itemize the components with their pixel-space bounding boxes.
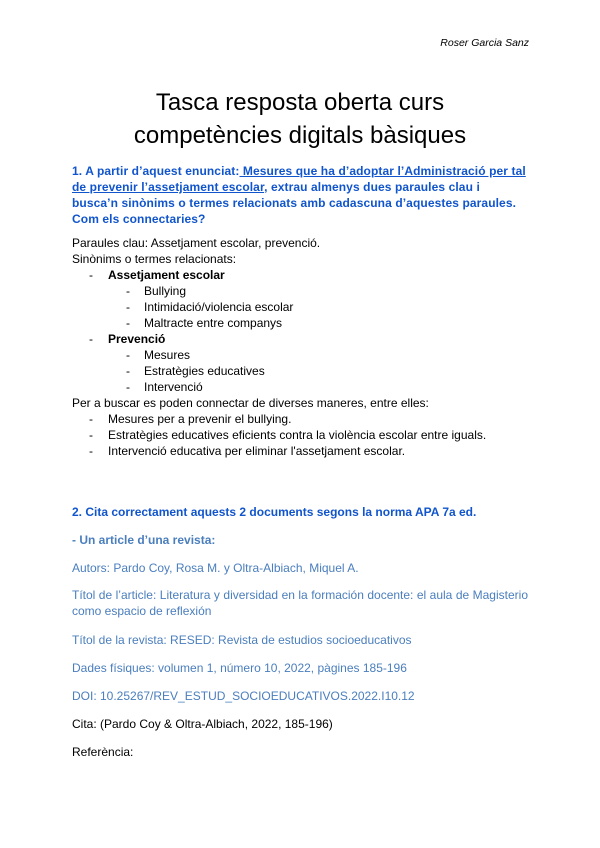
connect-intro: Per a buscar es poden connectar de diverses maneres, entre elles: xyxy=(72,396,429,410)
synonym-list xyxy=(108,347,528,395)
page-title xyxy=(0,86,600,152)
synonym-item: - Mesures xyxy=(108,347,528,363)
article-authors: Autors: Pardo Coy, Rosa M. y Oltra-Albiach, Miquel A. xyxy=(72,561,359,575)
keyword-group xyxy=(72,331,528,395)
title-line-2: competències digitals bàsiques xyxy=(133,122,467,149)
keyword-groups xyxy=(72,267,528,395)
keywords-line: Paraules clau: Assetjament escolar, prevenció. xyxy=(72,236,321,250)
keyword-label: Prevenció xyxy=(108,332,166,346)
journal-title: Títol de la revista: RESED: Revista de estudios socioeducativos xyxy=(72,633,412,647)
connection-item: - Mesures per a prevenir el bullying. xyxy=(72,411,528,427)
connection-item: - Intervenció educativa per eliminar l'assetjament escolar. xyxy=(72,443,528,459)
answer-1 xyxy=(72,235,528,459)
question-1-link[interactable]: Mesures que ha d’adoptar l’Administració per tal de prevenir l’assetjament escolar xyxy=(72,164,526,194)
synonym-item: - Intervenció xyxy=(108,379,528,395)
title-line-1: Tasca resposta oberta curs xyxy=(155,89,445,116)
connection-list xyxy=(72,411,528,459)
question-1-suffix: , extrau almenys dues paraules clau i busca’n sinònims o termes relacionats amb cadascuna d’aquestes paraules. Com els connectaries? xyxy=(72,180,517,226)
citation-line: Cita: (Pardo Coy & Oltra-Albiach, 2022, 185-196) xyxy=(72,717,333,731)
article-title: Títol de l’article: Literatura y diversidad en la formación docente: el aula de Magisterio como espacio de reflexión xyxy=(72,588,528,618)
question-1 xyxy=(72,163,528,227)
connection-item: - Estratègies educatives eficients contra la violència escolar entre iguals. xyxy=(72,427,528,443)
reference-label: Referència: xyxy=(72,745,134,759)
question-2-heading: 2. Cita correctament aquests 2 documents segons la norma APA 7a ed. xyxy=(72,505,477,519)
synonym-item: - Estratègies educatives xyxy=(108,363,528,379)
keyword-group xyxy=(72,267,528,331)
synonym-list xyxy=(108,283,528,331)
synonym-item: - Maltracte entre companys xyxy=(108,315,528,331)
article-label: - Un article d’una revista: xyxy=(72,533,216,547)
question-1-prefix: 1. A partir d’aquest enunciat: xyxy=(72,164,240,178)
doi-line: DOI: 10.25267/REV_ESTUD_SOCIOEDUCATIVOS.2022.I10.12 xyxy=(72,689,415,703)
keyword-label: Assetjament escolar xyxy=(108,268,225,282)
author-name: Roser Garcia Sanz xyxy=(440,37,529,49)
physical-data: Dades físiques: volumen 1, número 10, 2022, pàgines 185-196 xyxy=(72,661,407,675)
synonyms-intro: Sinònims o termes relacionats: xyxy=(72,252,237,266)
synonym-item: - Bullying xyxy=(108,283,528,299)
synonym-item: - Intimidació/violencia escolar xyxy=(108,299,528,315)
